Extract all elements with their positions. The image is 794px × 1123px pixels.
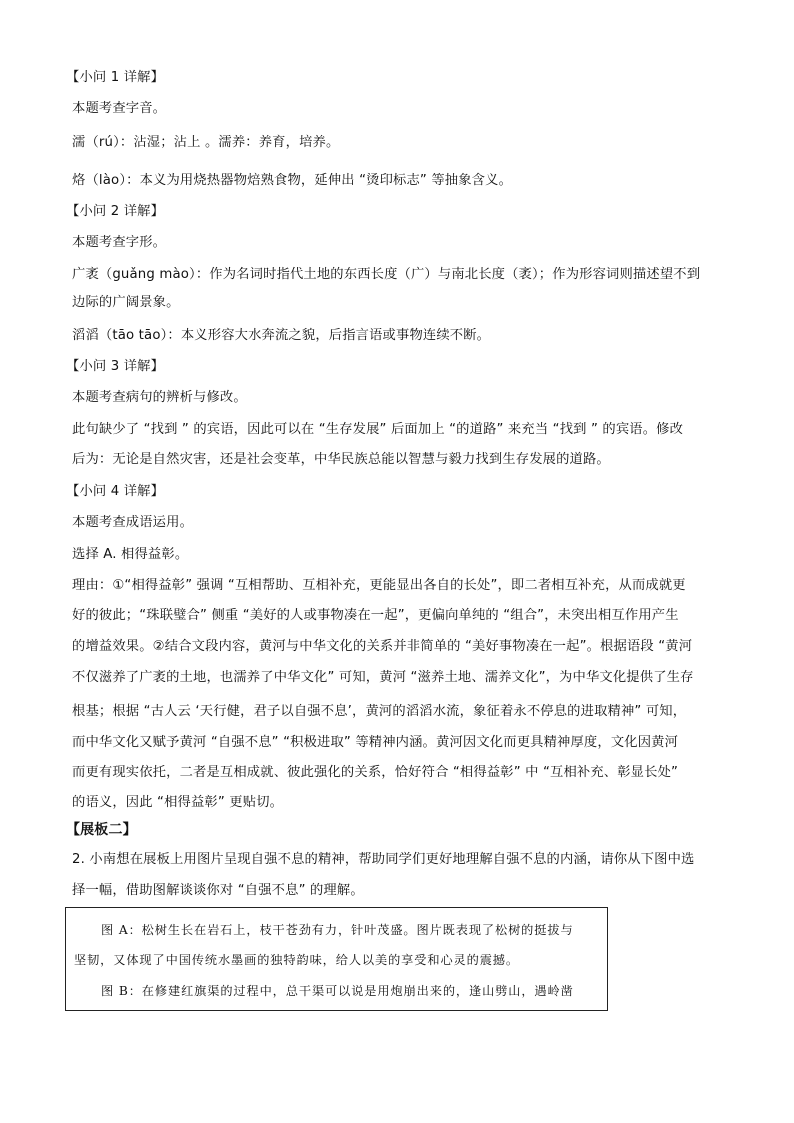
- paragraph: 濡（rú）：沾湿；沾上 。濡养：养育，培养。: [72, 135, 340, 150]
- section-heading-q1: 【小问 1 详解】: [66, 70, 165, 85]
- paragraph: 根基；根据 “古人云 ‘天行健，君子以自强不息’，黄河的滔滔水流，象征着永不停息的进取精神” 可知，: [72, 704, 687, 719]
- paragraph: 理由：①“相得益彰” 强调 “互相帮助、互相补充，更能显出各自的长处”，即二者相互补充，从而成就更: [72, 578, 686, 593]
- paragraph: 广袤（guǎng mào）：作为名词时指代土地的东西长度（广）与南北长度（袤）；作为形容词则描述望不到: [72, 267, 701, 282]
- paragraph: 好的彼此；“珠联璧合” 侧重 “美好的人或事物凑在一起”，更偏向单纯的 “组合”，未突出相互作用产生: [72, 608, 679, 623]
- paragraph: 的增益效果。②结合文段内容，黄河与中华文化的关系并非简单的 “美好事物凑在一起”。根据语段 “黄河: [72, 639, 693, 654]
- section-heading-q4: 【小问 4 详解】: [66, 484, 165, 499]
- section-heading-board-2: 【展板二】: [66, 822, 137, 838]
- question-text: 择一幅，借助图解谈谈你对 “自强不息” 的理解。: [72, 883, 364, 898]
- figure-a-description: 图 A：松树生长在岩石上，枝干苍劲有力，针叶茂盛。图片既表现了松树的挺拔与: [101, 923, 574, 937]
- paragraph: 本题考查字形。: [72, 235, 167, 250]
- paragraph: 本题考查字音。: [72, 101, 167, 116]
- paragraph: 此句缺少了 “找到 ” 的宾语，因此可以在 “生存发展” 后面加上 “的道路” 来充当 “找到 ” 的宾语。修改: [72, 422, 684, 437]
- paragraph: 烙（lào）：本义为用烧热器物焙熟食物，延伸出 “烫印标志” 等抽象含义。: [72, 173, 513, 188]
- image-description-box: [65, 907, 608, 1011]
- paragraph: 本题考查成语运用。: [72, 515, 194, 530]
- section-heading-q3: 【小问 3 详解】: [66, 359, 165, 374]
- paragraph: 选择 A. 相得益彰。: [72, 547, 189, 562]
- paragraph: 滔滔（tāo tāo）：本义形容大水奔流之貌，后指言语或事物连续不断。: [72, 328, 491, 343]
- paragraph: 而中华文化又赋予黄河 “自强不息” “积极进取” 等精神内涵。黄河因文化而更具精神厚度，文化因黄河: [72, 735, 679, 750]
- paragraph: 后为：无论是自然灾害，还是社会变革，中华民族总能以智慧与毅力找到生存发展的道路。: [72, 452, 610, 467]
- paragraph: 而更有现实依托，二者是互相成就、彼此强化的关系，恰好符合 “相得益彰” 中 “互相补充、彰显长处”: [72, 765, 679, 780]
- paragraph: 边际的广阔景象。: [72, 295, 180, 310]
- paragraph: 本题考查病句的辨析与修改。: [72, 390, 247, 405]
- figure-a-description-cont: 坚韧，又体现了中国传统水墨画的独特韵味，给人以美的享受和心灵的震撼。: [74, 953, 519, 967]
- question-text: 2. 小南想在展板上用图片呈现自强不息的精神，帮助同学们更好地理解自强不息的内涵，请你从下图中选: [72, 852, 695, 867]
- section-heading-q2: 【小问 2 详解】: [66, 204, 165, 219]
- figure-b-description: 图 B：在修建红旗渠的过程中，总干渠可以说是用炮崩出来的，逢山劈山，遇岭凿: [101, 984, 574, 998]
- paragraph: 不仅滋养了广袤的土地，也濡养了中华文化” 可知，黄河 “滋养土地、濡养文化”，为中华文化提供了生存: [72, 670, 694, 685]
- paragraph: 的语义，因此 “相得益彰” 更贴切。: [72, 795, 284, 810]
